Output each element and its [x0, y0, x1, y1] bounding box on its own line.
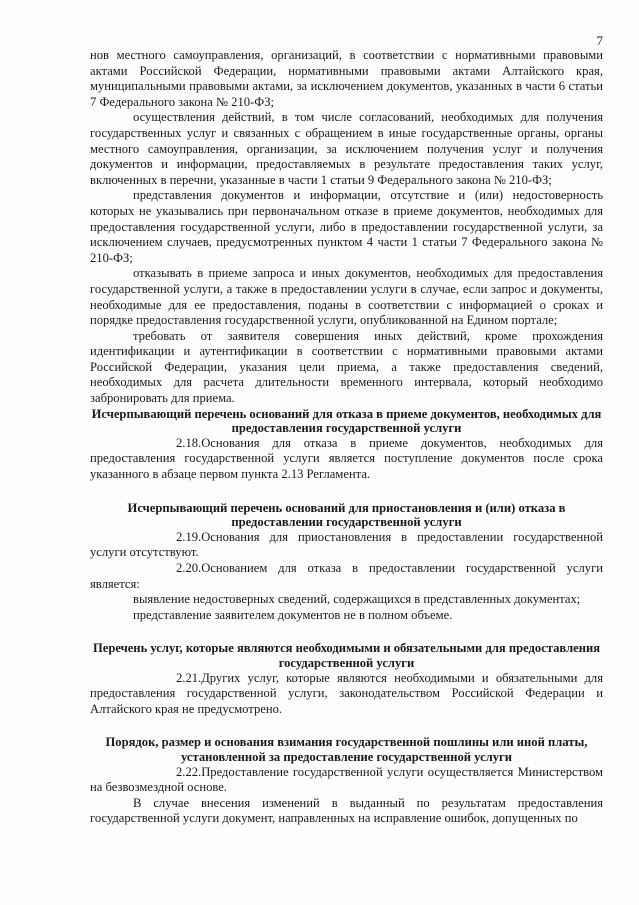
clause-number: 2.18.	[176, 435, 202, 450]
paragraph: осуществления действий, в том числе согласований, необходимых для получения государственных услуг и связанных с обращением в иные государственные органы, органы местного самоуправления, организации, за исключением получения услуг и получения документов и информации, предоставляемых в результате предоставления таких услуг, включенных в перечни, указанные в части 1 статьи 9 Федерального закона № 210-ФЗ;	[90, 110, 603, 187]
section-heading-necessary-services: Перечень услуг, которые являются необходимыми и обязательными для предоставления государственной услуги	[92, 641, 601, 670]
paragraph: нов местного самоуправления, организаций, в соответствии с нормативными правовыми актами Российской Федерации, нормативными правовыми актами Алтайского края, муниципальными правовыми актами, за исключением документов, указанных в части 6 статьи 7 Федерального закона № 210-ФЗ;	[90, 48, 603, 109]
document-body	[90, 48, 603, 827]
paragraph: отказывать в приеме запроса и иных документов, необходимых для предоставления государственной услуги, а также в предоставлении услуги в случае, если запрос и документы, необходимые для ее предоставления, поданы в соответствии с информацией о сроках и порядке предоставления государственной услуги, опубликованной на Едином портале;	[90, 266, 603, 328]
clause-2-20	[90, 561, 603, 592]
clause-number: 2.20.	[176, 561, 202, 575]
section-heading-refusal-acceptance: Исчерпывающий перечень оснований для отказа в приеме документов, необходимых для предоставления государственной услуги	[91, 406, 602, 436]
paragraph: требовать от заявителя совершения иных действий, кроме прохождения идентификации и аутентификации в соответствии с нормативными правовыми актами Российской Федерации, указания цели приема, а также предоставления сведений, необходимых для расчета длительности временного интервала, который необходимо забронировать для приема.	[90, 328, 603, 406]
clause-number: 2.21.	[176, 670, 202, 685]
clause-text: Основания для приостановления в предоставлении государственной услуги отсутствуют.	[90, 529, 603, 560]
clause-2-22	[90, 765, 603, 796]
clause-text: Предоставление государственной услуги осуществляется Министерством на безвозмездной основе.	[90, 764, 603, 795]
paragraph: выявление недостоверных сведений, содержащихся в представленных документах;	[133, 592, 581, 607]
clause-2-19	[90, 530, 603, 561]
clause-text: Других услуг, которые являются необходимыми и обязательными для предоставления государственной услуги, законодательством Российской Федерации и Алтайского края не предусмотрено.	[90, 670, 603, 716]
clause-2-18	[90, 436, 603, 483]
paragraph: представления документов и информации, отсутствие и (или) недостоверность которых не указывались при первоначальном отказе в приеме документов, необходимых для предоставления государственной услуги, либо в предоставлении государственной услуги, за исключением случаев, предусмотренных пунктом 4 части 1 статьи 7 Федерального закона № 210-ФЗ;	[90, 188, 603, 265]
section-heading-state-fee: Порядок, размер и основания взимания государственной пошлины или иной платы, установленной за предоставление государственной услуги	[105, 735, 588, 764]
paragraph: В случае внесения изменений в выданный по результатам предоставления государственной услуги документ, направленных на исправление ошибок, допущенных по	[90, 795, 603, 826]
clause-number: 2.22.	[176, 764, 202, 779]
clause-2-21	[90, 671, 603, 718]
page-number: 7	[596, 33, 603, 48]
section-heading-suspension-refusal: Исчерпывающий перечень оснований для приостановления и (или) отказа в предоставлении государственной услуги	[127, 500, 566, 530]
clause-text: Основания для отказа в приеме документов, необходимых для предоставления государственной услуги является поступление документов после срока указанного в абзаце первом пункта 2.13 Регламента.	[90, 435, 603, 482]
clause-text: Основанием для отказа в предоставлении государственной услуги является:	[90, 561, 603, 591]
clause-number: 2.19.	[176, 529, 202, 544]
paragraph: представление заявителем документов не в полном объеме.	[133, 607, 453, 622]
